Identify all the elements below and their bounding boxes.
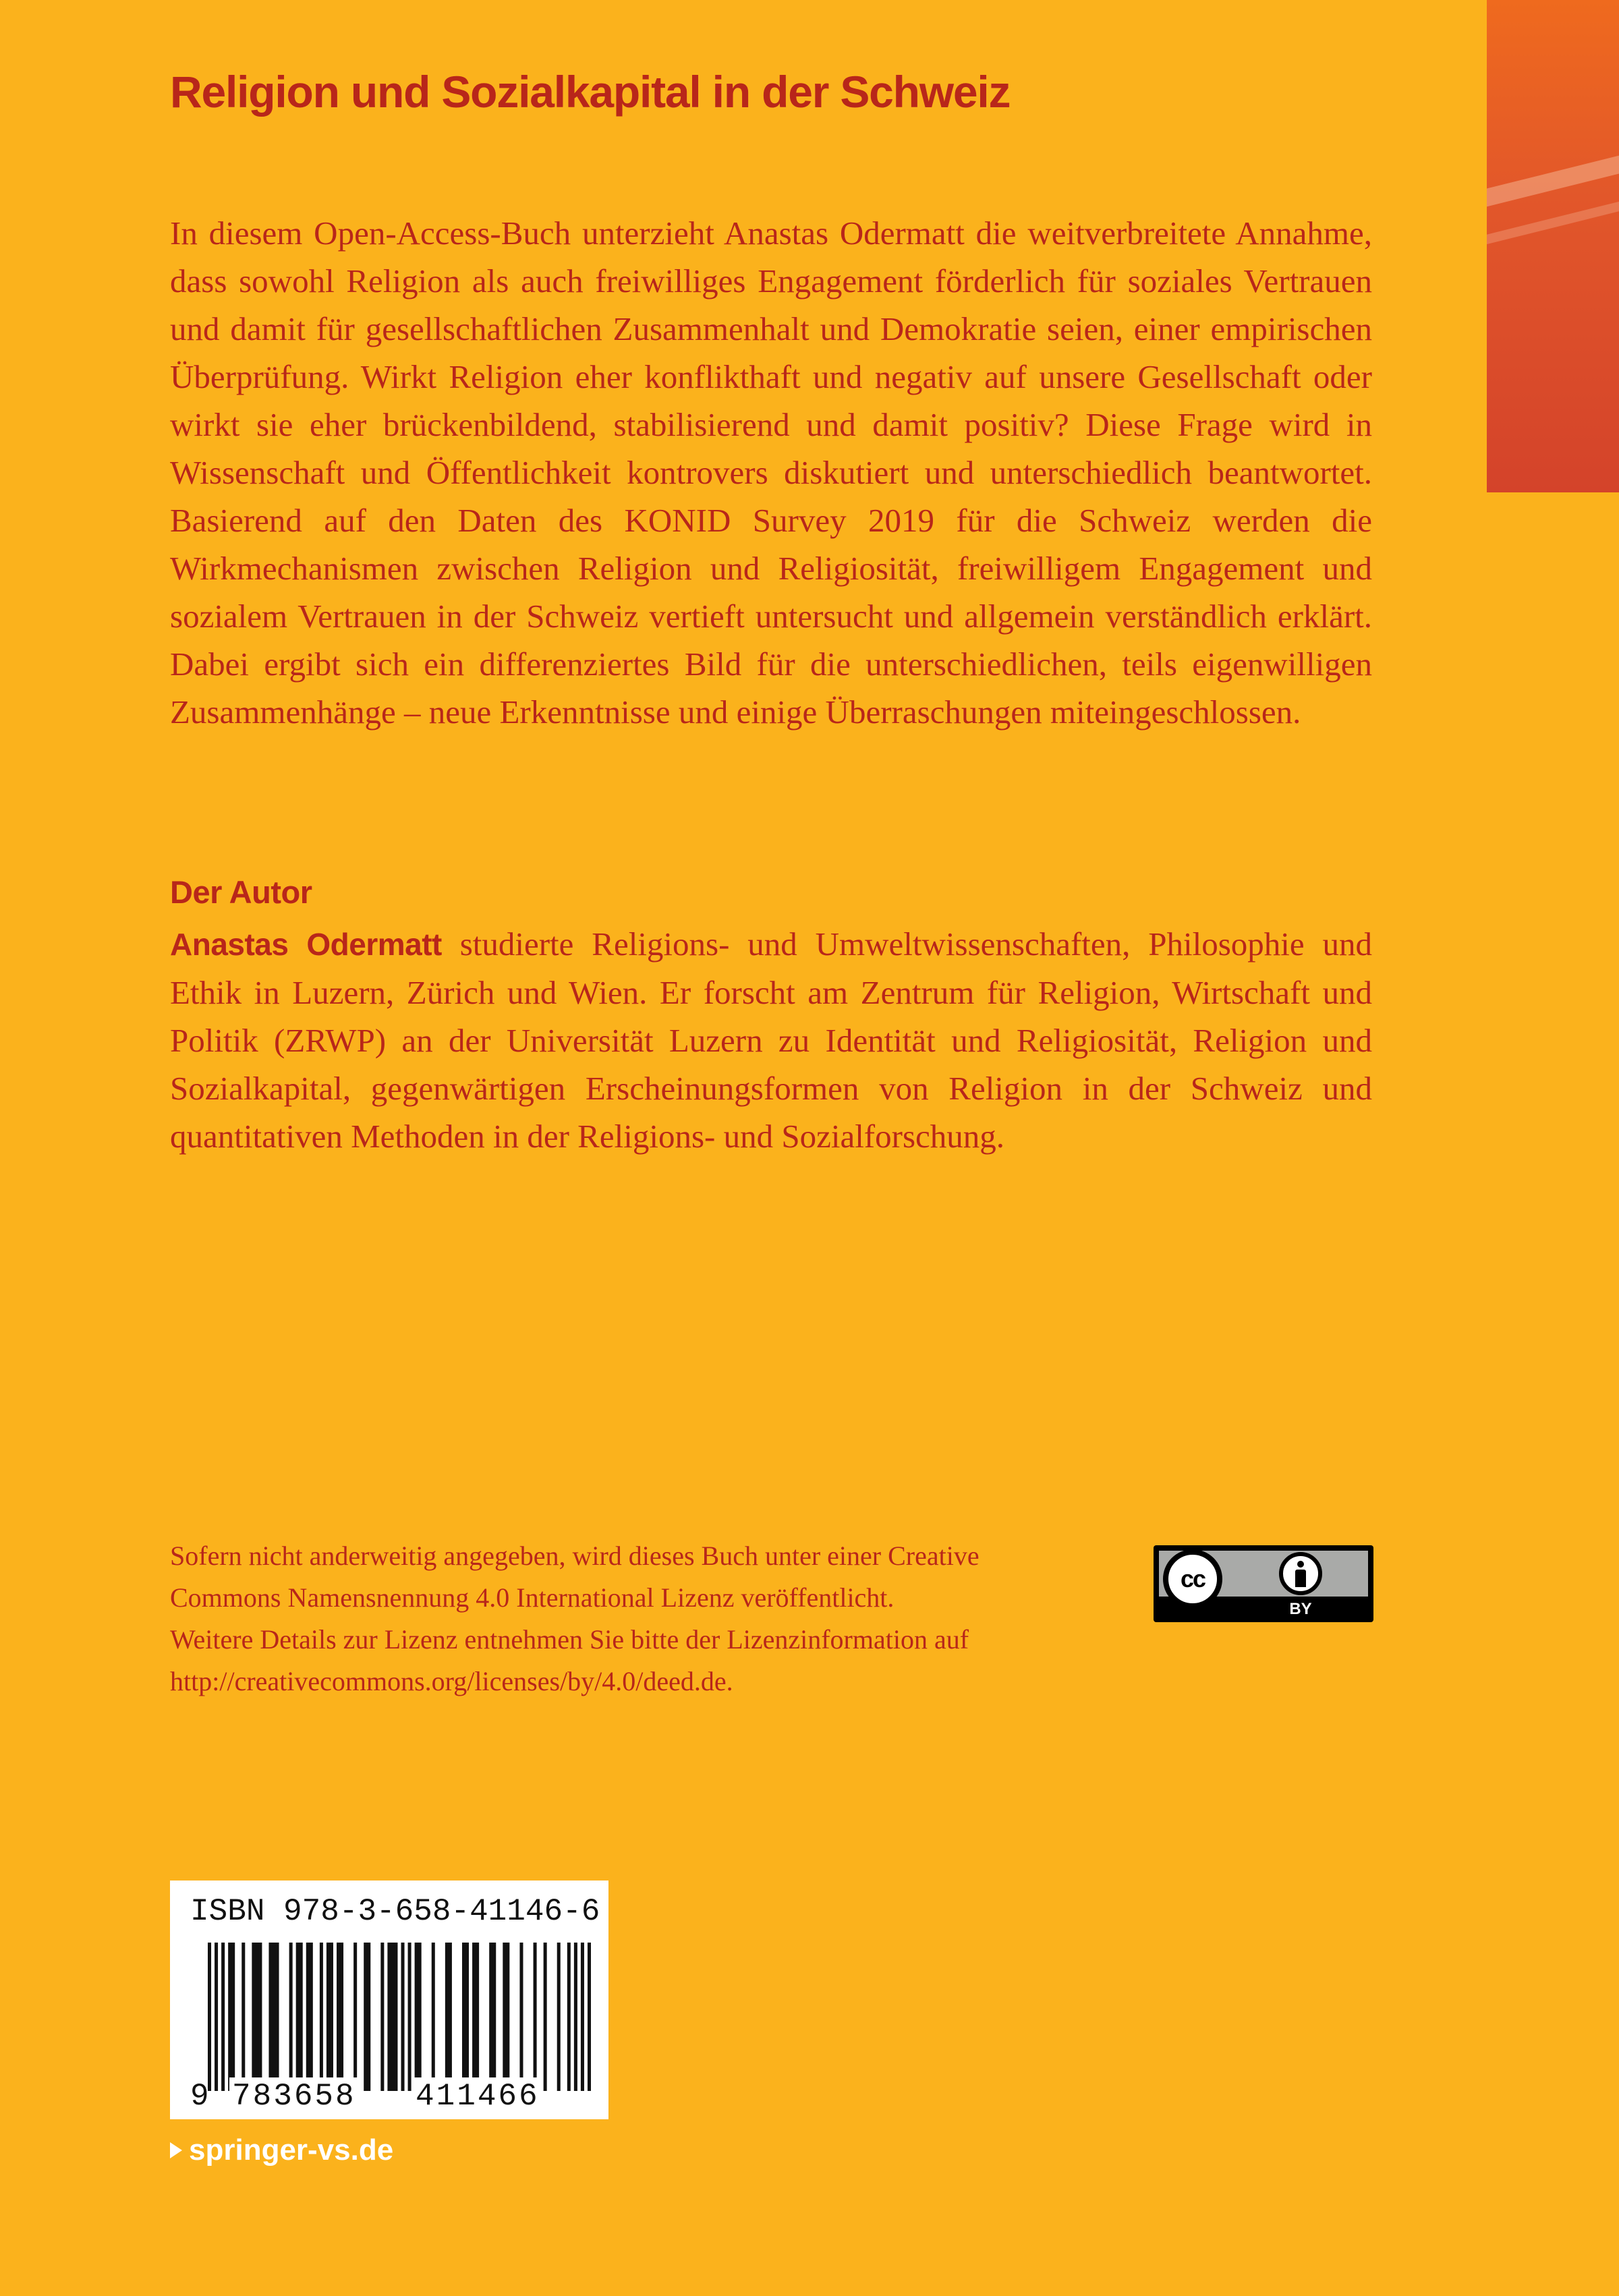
barcode-bar — [445, 1943, 452, 2091]
barcode-bar — [588, 1943, 591, 2091]
person-icon-head — [1297, 1561, 1304, 1568]
barcode-bar — [252, 1943, 262, 2091]
isbn-barcode — [170, 1881, 608, 2119]
barcode-bar — [408, 1943, 411, 2091]
by-label: BY — [1289, 1600, 1312, 1618]
book-abstract: In diesem Open-Access-Buch unterzieht Anastas Odermatt die weitverbreitete Annahme, dass sowohl Religion als auch freiwilliges Engagement förderlich für soziales Vertrauen und damit für gesellschaftlichen Zusammenhalt und Demokratie seien, einer empirischen Überprüfung. Wirkt Religion eher konflikthaft und negativ auf unsere Gesellschaft oder wirkt sie eher brückenbildend, stabilisierend und damit positiv? Diese Frage wird in Wissenschaft und Öffentlichkeit kontrovers diskutiert und unterschiedlich beantwortet. Basierend auf den Daten des KONID Survey 2019 für die Schweiz werden die Wirkmechanismen zwischen Religion und Religiosität, freiwilligem Engagement und sozialem Vertrauen in der Schweiz vertieft untersucht und allgemein verständlich erklärt. Dabei ergibt sich ein differenziertes Bild für die unterschiedlichen, teils eigenwilligen Zusammenhänge – neue Erkenntnisse und einige Überraschungen miteingeschlossen. — [170, 214, 1372, 730]
barcode-bar — [387, 1943, 397, 2091]
license-line: Sofern nicht anderweitig angegeben, wird dieses Buch unter einer Creative — [170, 1541, 979, 1571]
decorative-corner-band — [1487, 0, 1619, 492]
license-url[interactable]: http://creativecommons.org/licenses/by/4.0/deed.de. — [170, 1666, 733, 1696]
author-bio-text: studierte Religions- und Umweltwissenschaften, Philosophie und Ethik in Luzern, Zürich und Wien. Er forscht am Zentrum für Religion, Wirtschaft und Politik (ZRWP) an der Universität Luzern zu Identität und Religiosität, Religion und Sozialkapital, gegenwärtigen Erscheinungsformen von Religion in der Schweiz und quantitativen Methoden in der Religions- und Sozialforschung. — [170, 925, 1372, 1155]
barcode-bar — [462, 1943, 469, 2091]
barcode-bar — [326, 1943, 333, 2091]
barcode-bar — [544, 1943, 547, 2091]
barcode-bar — [306, 1943, 313, 2091]
barcode-bar — [221, 1943, 225, 2091]
publisher-url[interactable]: springer-vs.de — [189, 2133, 394, 2166]
ean-digits — [190, 2077, 602, 2118]
arrow-right-icon — [170, 2142, 182, 2158]
barcode-bar — [215, 1943, 218, 2091]
author-name: Anastas Odermatt — [170, 927, 442, 962]
barcode-bar — [432, 1943, 435, 2091]
publisher-link[interactable] — [170, 2131, 393, 2169]
barcode-bar — [574, 1943, 577, 2091]
ean-first-digit: 9 — [190, 2079, 209, 2114]
barcode-bar — [581, 1943, 584, 2091]
author-bio — [170, 920, 1372, 1160]
creative-commons-by-icon — [1154, 1545, 1373, 1622]
barcode-bar — [557, 1943, 561, 2091]
barcode-bar — [380, 1943, 384, 2091]
barcode-bar — [534, 1943, 537, 2091]
author-heading: Der Autor — [170, 874, 312, 910]
cc-icon: cc — [1163, 1549, 1222, 1609]
barcode-bars — [208, 1943, 591, 2091]
decorative-stripe — [1487, 143, 1619, 212]
ean-left-group: 783658 — [229, 2077, 359, 2115]
person-icon-body — [1295, 1570, 1306, 1587]
barcode-bar — [296, 1943, 303, 2091]
ean-right-group: 411466 — [413, 2077, 542, 2115]
barcode-bar — [228, 1943, 235, 2091]
barcode-bar — [364, 1943, 370, 2091]
barcode-bar — [567, 1943, 571, 2091]
book-title: Religion und Sozialkapital in der Schweiz — [170, 67, 1011, 117]
license-line: Weitere Details zur Lizenz entnehmen Sie bitte der Lizenzinformation auf — [170, 1624, 969, 1655]
license-notice — [170, 1535, 1162, 1702]
barcode-bar — [503, 1943, 509, 2091]
barcode-bar — [353, 1943, 357, 2091]
isbn-number: ISBN 978-3-658-41146-6 — [190, 1894, 600, 1929]
person-icon — [1279, 1552, 1322, 1595]
barcode-bar — [268, 1943, 279, 2091]
barcode-bar — [489, 1943, 496, 2091]
barcode-bar — [337, 1943, 343, 2091]
license-line: Commons Namensnennung 4.0 International Lizenz veröffentlicht. — [170, 1582, 894, 1613]
barcode-bar — [519, 1943, 523, 2091]
barcode-bar — [401, 1943, 405, 2091]
barcode-bar — [289, 1943, 293, 2091]
barcode-bar — [208, 1943, 211, 2091]
barcode-bar — [472, 1943, 479, 2091]
barcode-bar — [415, 1943, 422, 2091]
barcode-bar — [242, 1943, 245, 2091]
barcode-bar — [320, 1943, 323, 2091]
